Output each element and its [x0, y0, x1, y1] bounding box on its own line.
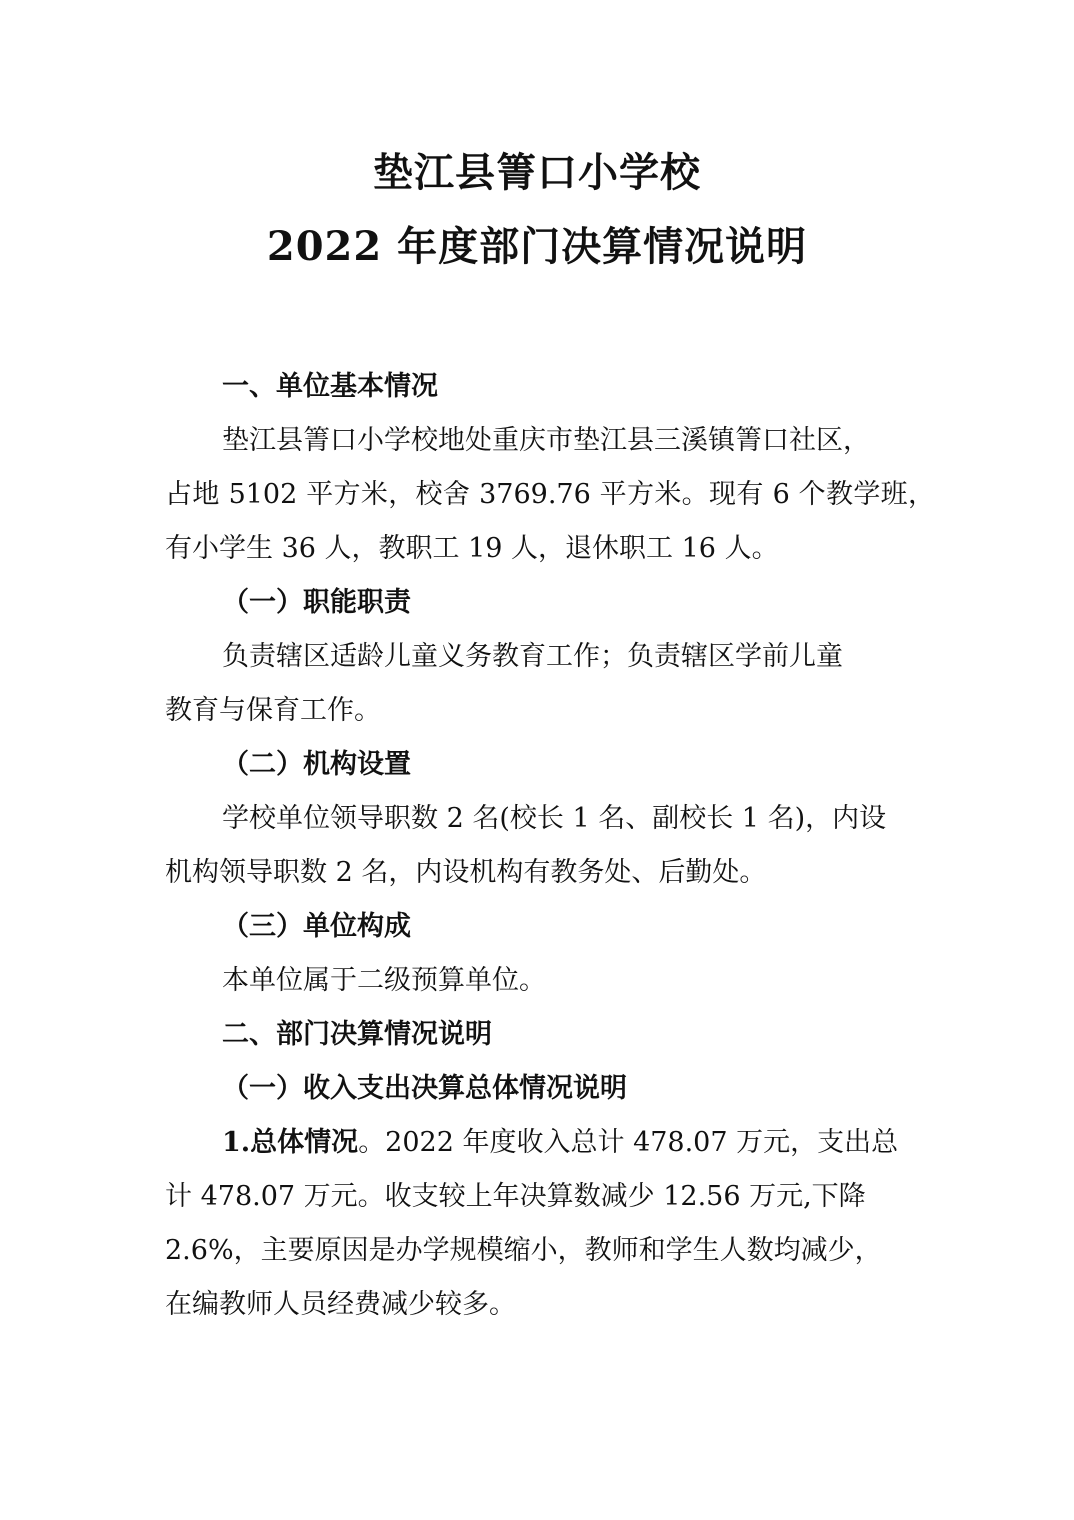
paragraph-line: 计 478.07 万元。收支较上年决算数减少 12.56 万元,下降 [165, 1181, 866, 1212]
subsection-heading-organization: （二）机构设置 [222, 749, 411, 780]
section-heading-basic-info: 一、单位基本情况 [222, 371, 438, 402]
section-heading-final-accounts: 二、部门决算情况说明 [222, 1019, 492, 1050]
lead-bold-text: 1.总体情况 [222, 1127, 359, 1158]
paragraph-line-text: 。2022 年度收入总计 478.07 万元，支出总 [358, 1127, 899, 1158]
paragraph-line [165, 468, 935, 522]
paragraph-line: 有小学生 36 人，教职工 19 人，退休职工 16 人。 [165, 533, 779, 564]
paragraph-line-text: 占地 5102 平方米，校舍 3769.76 平方米。现有 6 个教学班， [165, 479, 935, 510]
paragraph-line: 教育与保育工作。 [165, 695, 381, 726]
subsection-heading-functions: （一）职能职责 [222, 587, 411, 618]
document-subtitle: 2022 年度部门决算情况说明 [266, 223, 808, 270]
subsection-heading-composition: （三）单位构成 [222, 911, 411, 942]
paragraph-line: 本单位属于二级预算单位。 [222, 965, 546, 996]
paragraph-line: 在编教师人员经费减少较多。 [165, 1289, 516, 1320]
subsection-heading-income-expense: （一）收入支出决算总体情况说明 [222, 1073, 627, 1104]
paragraph-line: 负责辖区适龄儿童义务教育工作；负责辖区学前儿童 [222, 641, 843, 672]
paragraph-line: 2.6%，主要原因是办学规模缩小，教师和学生人数均减少， [165, 1235, 882, 1266]
document-body [165, 360, 935, 1332]
paragraph-line [165, 1116, 935, 1170]
document-title: 垫江县箐口小学校 [373, 149, 701, 196]
paragraph-line: 机构领导职数 2 名，内设机构有教务处、后勤处。 [165, 857, 767, 888]
paragraph-line: 学校单位领导职数 2 名(校长 1 名、副校长 1 名)，内设 [222, 803, 887, 834]
paragraph-line: 垫江县箐口小学校地处重庆市垫江县三溪镇箐口社区， [222, 425, 870, 456]
